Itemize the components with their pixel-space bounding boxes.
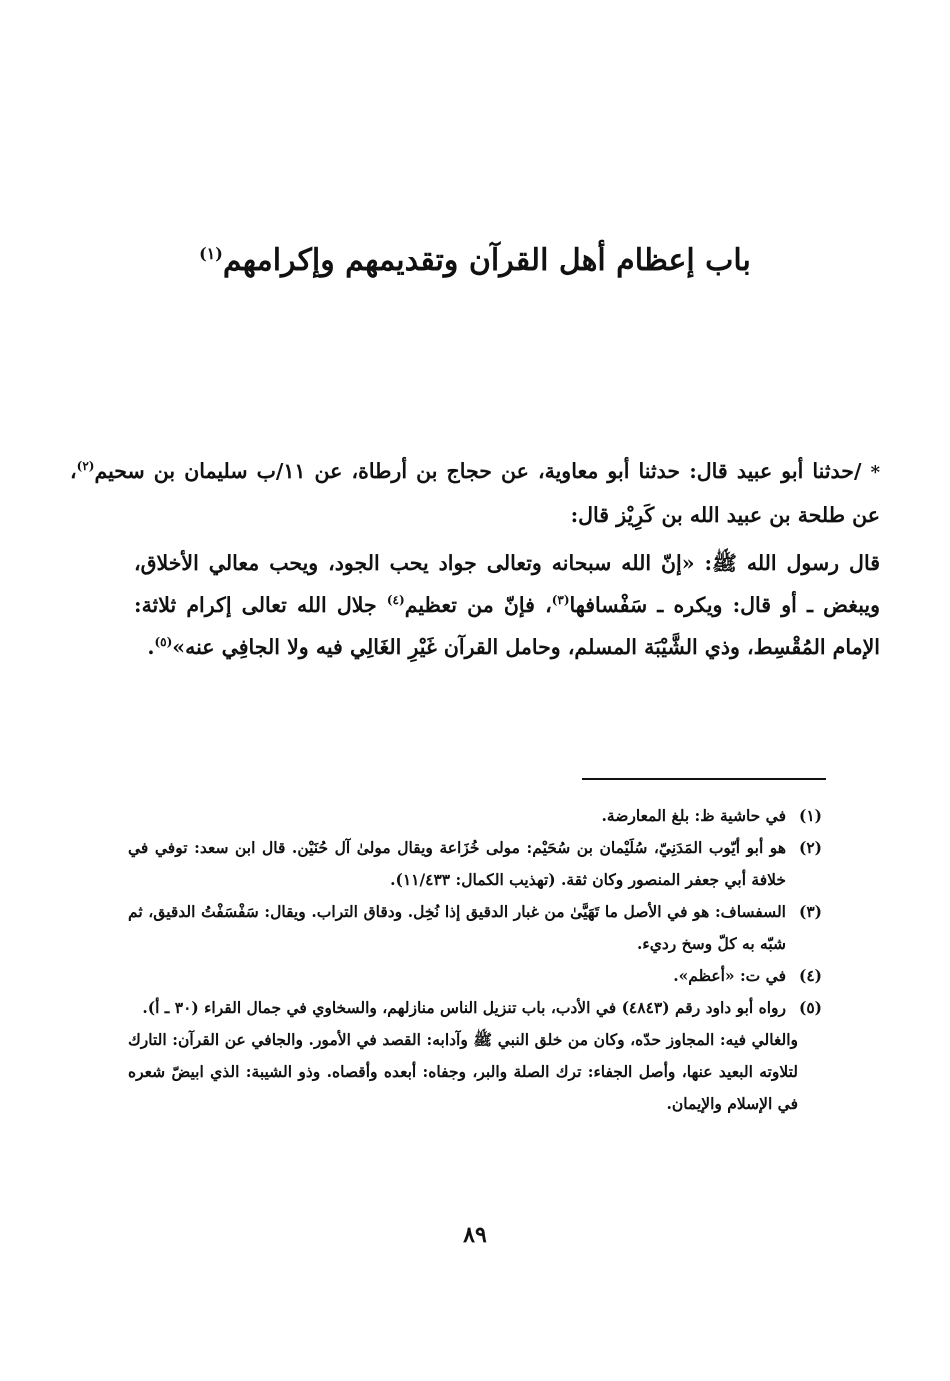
chapter-title <box>150 232 800 283</box>
main-text <box>70 450 880 668</box>
isnad-paragraph <box>70 450 880 536</box>
footnote-text: السفساف: هو في الأصل ما تَهَيَّىٰ من غبار الدقيق إذا نُخِل. ودقاق التراب. ويقال: سَفْسَفْتُ الدقيق، ثم شبّه به كلّ وسخ رديء. <box>128 902 786 953</box>
footnote-text: في حاشية ظ: بلغ المعارضة. <box>601 806 786 825</box>
footnotes <box>128 800 822 1120</box>
footnote-text: في ت: «أعظم». <box>673 966 786 985</box>
isnad-text-b: ، عن طلحة بن عبيد الله بن كَرِيْز قال: <box>70 459 880 527</box>
hadith-text-c: جلال الله تعالى إكرام ثلاثة: الإمام المُقْسِط، وذي الشَّيْبَة المسلم، وحامل القرآن غَيْرِ الغَالِي فيه ولا الجافِي عنه» <box>134 593 880 659</box>
footnote-ref-4: (٤) <box>386 593 405 608</box>
footnote-separator-line <box>582 778 826 780</box>
hadith-text-a: قال رسول الله ﷺ: «إنّ الله سبحانه وتعالى جواد يحب الجود، ويحب معالي الأخلاق، ويبغض ـ أو قال: ويكره ـ سَفْسافها <box>134 551 880 617</box>
page-number: ٨٩ <box>463 1222 487 1248</box>
footnote-item <box>128 800 822 832</box>
footnote-ref-2: (٢) <box>76 459 95 474</box>
footnote-number: (٤) <box>798 966 822 985</box>
footnote-text: هو أبو أيّوب المَدَنِيّ، سُلَيْمان بن سُحَيْم: مولى خُزَاعة ويقال مولىٰ آل حُنَيْن. قال ابن سعد: توفي في خلافة أبي جعفر المنصور وكان ثقة. (تهذيب الكمال: ١١/٤٣٣). <box>128 838 786 889</box>
footnote-number: (٢) <box>798 838 822 857</box>
footnote-item <box>128 832 822 896</box>
asterisk-marker: * <box>870 462 880 483</box>
footnote-commentary: والغالي فيه: المجاوز حدّه، وكان من خلق النبي ﷺ وآدابه: القصد في الأمور. والجافي عن القرآن: التارك لتلاوته البعيد عنها، وأصل الجفاء: ترك الصلة والبر، وجفاه: أبعده وأقصاه. وذو الشيبة: الذي ابيضّ شعره في الإسلام والإيمان. <box>128 1030 798 1113</box>
footnote-text: رواه أبو داود رقم (٤٨٤٣) في الأدب، باب تنزيل الناس منازلهم، والسخاوي في جمال القراء (٣٠ ـ أ). <box>142 998 786 1017</box>
footnote-item <box>128 960 822 992</box>
footnote-number: (١) <box>798 806 822 825</box>
isnad-text-a: /حدثنا أبو عبيد قال: حدثنا أبو معاوية، عن حجاج بن أرطاة، عن ١١/ب سليمان بن سحيم <box>94 459 871 483</box>
hadith-text-d: . <box>147 635 155 659</box>
chapter-title-text: باب إعظام أهل القرآن وتقديمهم وإكرامهم <box>222 243 751 278</box>
footnote-number: (٣) <box>798 902 822 921</box>
hadith-paragraph <box>70 542 880 668</box>
footnote-item <box>128 992 822 1024</box>
footnote-number: (٥) <box>798 998 822 1017</box>
hadith-text-b: ، فإنّ من تعظيم <box>404 593 552 617</box>
footnote-ref-5: (٥) <box>154 635 173 650</box>
footnote-ref-3: (٣) <box>551 593 570 608</box>
chapter-title-footnote-ref: (١) <box>199 244 223 263</box>
footnote-item <box>128 896 822 960</box>
